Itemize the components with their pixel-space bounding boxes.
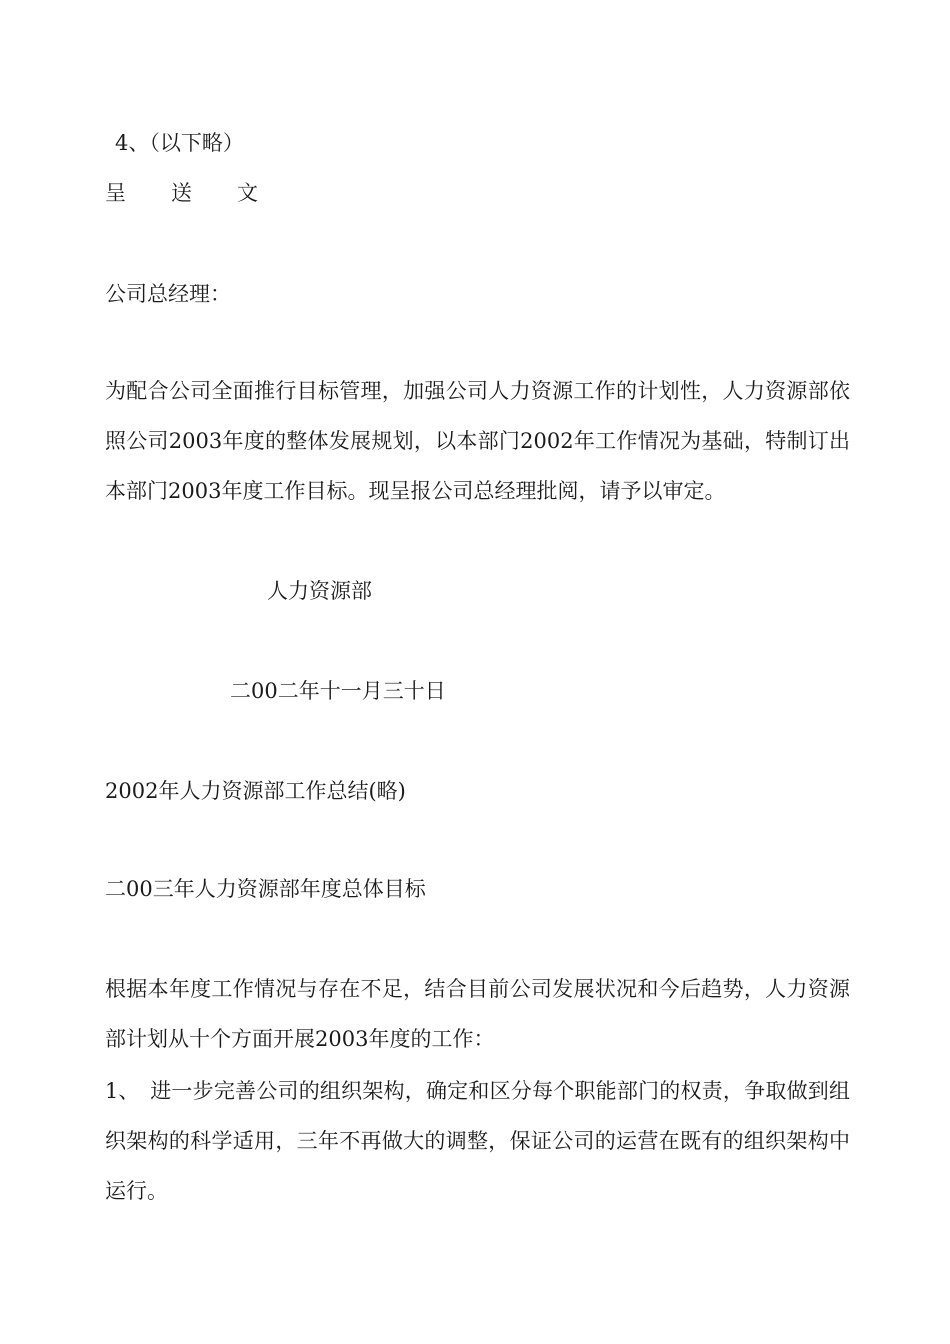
- recipient-line: 公司总经理：: [105, 282, 231, 306]
- goals-intro-paragraph: 根据本年度工作情况与存在不足，结合目前公司发展状况和今后趋势，人力资源部计划从十个方面开展2003年度的工作：: [105, 977, 850, 1051]
- omitted-note: 4、（以下略）: [115, 131, 244, 155]
- summary-heading: 2002年人力资源部工作总结(略): [105, 779, 406, 803]
- goals-heading: 二00三年人力资源部年度总体目标: [105, 877, 426, 901]
- memo-title: [105, 178, 258, 208]
- memo-title-char-3: 文: [237, 181, 258, 205]
- signature-date: 二00二年十一月三十日: [230, 679, 446, 703]
- memo-title-char-2: 送: [171, 181, 192, 205]
- memo-title-char-1: 呈: [105, 181, 126, 205]
- intro-paragraph: 为配合公司全面推行目标管理，加强公司人力资源工作的计划性，人力资源部依照公司2003年度的整体发展规划，以本部门2002年工作情况为基础，特制订出本部门2003年度工作目标。现呈报公司总经理批阅，请予以审定。: [105, 379, 850, 503]
- goals-item-list: [105, 1066, 850, 1216]
- list-item-body: [105, 1066, 850, 1216]
- list-item-text: 进一步完善公司的组织架构，确定和区分每个职能部门的权责，争取做到组织架构的科学适用，三年不再做大的调整，保证公司的运营在既有的组织架构中运行。: [105, 1079, 850, 1203]
- list-item-number: 1、: [105, 1079, 140, 1103]
- signature-department: 人力资源部: [267, 579, 372, 603]
